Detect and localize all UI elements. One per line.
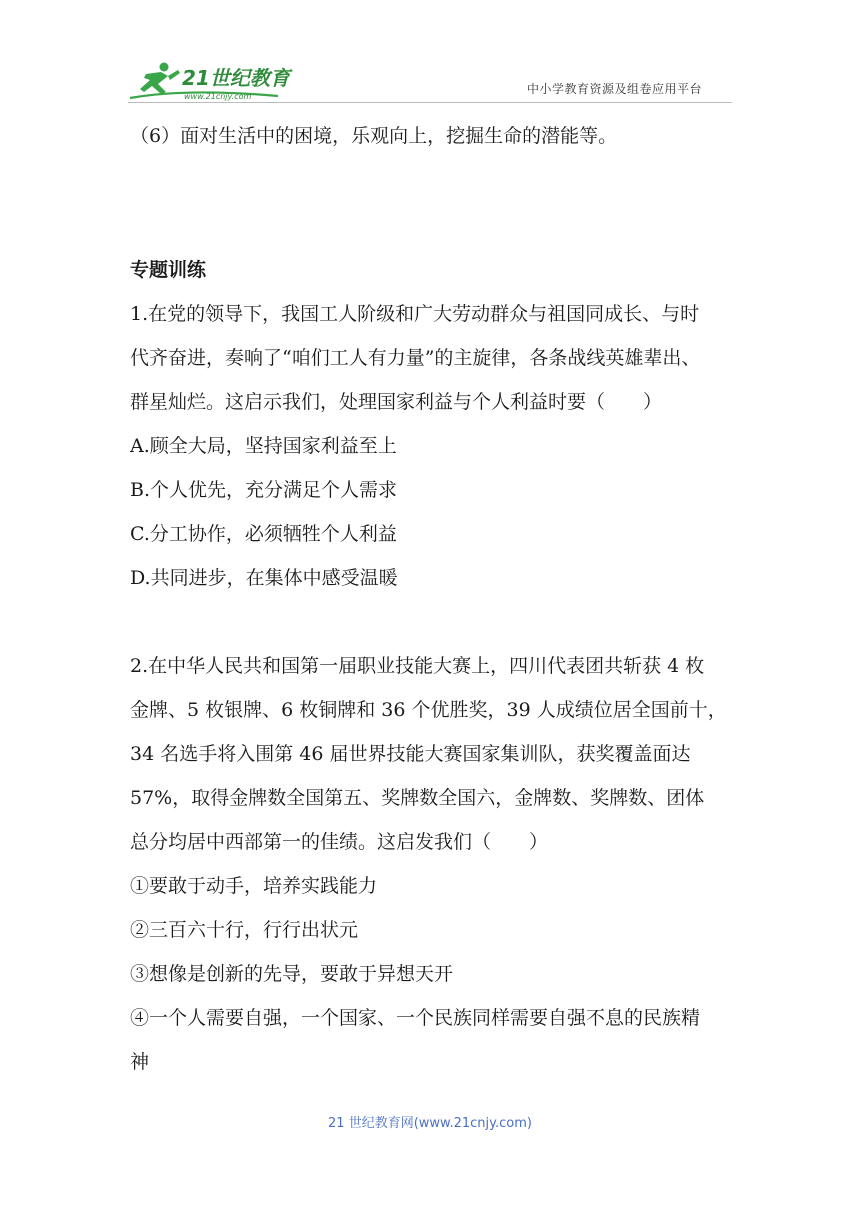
spacer (130, 158, 740, 248)
page-header (128, 58, 732, 106)
runner-logo-icon (128, 58, 298, 104)
q1-option-a: A.顾全大局，坚持国家利益至上 (130, 435, 397, 457)
q2-stem-line: 2.在中华人民共和国第一届职业技能大赛上，四川代表团共斩获 4 枚 (130, 655, 705, 677)
site-logo (128, 58, 298, 104)
spacer (130, 600, 740, 644)
q1-stem-line: 1.在党的领导下，我国工人阶级和广大劳动群众与祖国同成长、与时 (130, 303, 700, 325)
q2-stem-line: 金牌、5 枚银牌、6 枚铜牌和 36 个优胜奖，39 人成绩位居全国前十， (130, 699, 727, 721)
page-footer: 21 世纪教育网(www.21cnjy.com) (328, 1116, 532, 1131)
q1-stem-line: 代齐奋进，奏响了“咱们工人有力量”的主旋律，各条战线英雄辈出、 (130, 347, 701, 369)
section-title: 专题训练 (130, 259, 207, 281)
q2-item-1: ①要敢于动手，培养实践能力 (130, 875, 378, 897)
q1-option-b: B.个人优先，充分满足个人需求 (130, 479, 398, 501)
q2-stem-line: 总分均居中西部第一的佳绩。这启发我们（ ） (130, 831, 549, 853)
q2-item-2: ②三百六十行，行行出状元 (130, 919, 359, 941)
q2-item-4: ④一个人需要自强，一个国家、一个民族同样需要自强不息的民族精 (130, 1007, 701, 1029)
q2-stem-line: 57%，取得金牌数全国第五、奖牌数全国六，金牌数、奖牌数、团体 (130, 787, 705, 809)
svg-text:www.21cnjy.com: www.21cnjy.com (184, 92, 252, 101)
svg-text:21世纪教育: 21世纪教育 (182, 66, 290, 90)
q1-option-c: C.分工协作，必须牺牲个人利益 (130, 523, 397, 545)
q1-option-d: D.共同进步，在集体中感受温暖 (130, 567, 398, 589)
q2-item-4-continued: 神 (130, 1051, 150, 1073)
q2-stem-line: 34 名选手将入围第 46 届世界技能大赛国家集训队，获奖覆盖面达 (130, 743, 691, 765)
platform-name: 中小学教育资源及组卷应用平台 (526, 82, 702, 96)
header-divider (128, 102, 732, 103)
q2-item-3: ③想像是创新的先导，要敢于异想天开 (130, 963, 454, 985)
document-body (130, 114, 740, 1084)
intro-line: （6）面对生活中的困境，乐观向上，挖掘生命的潜能等。 (130, 125, 618, 147)
q1-stem-line: 群星灿烂。这启示我们，处理国家利益与个人利益时要（ ） (130, 391, 663, 413)
